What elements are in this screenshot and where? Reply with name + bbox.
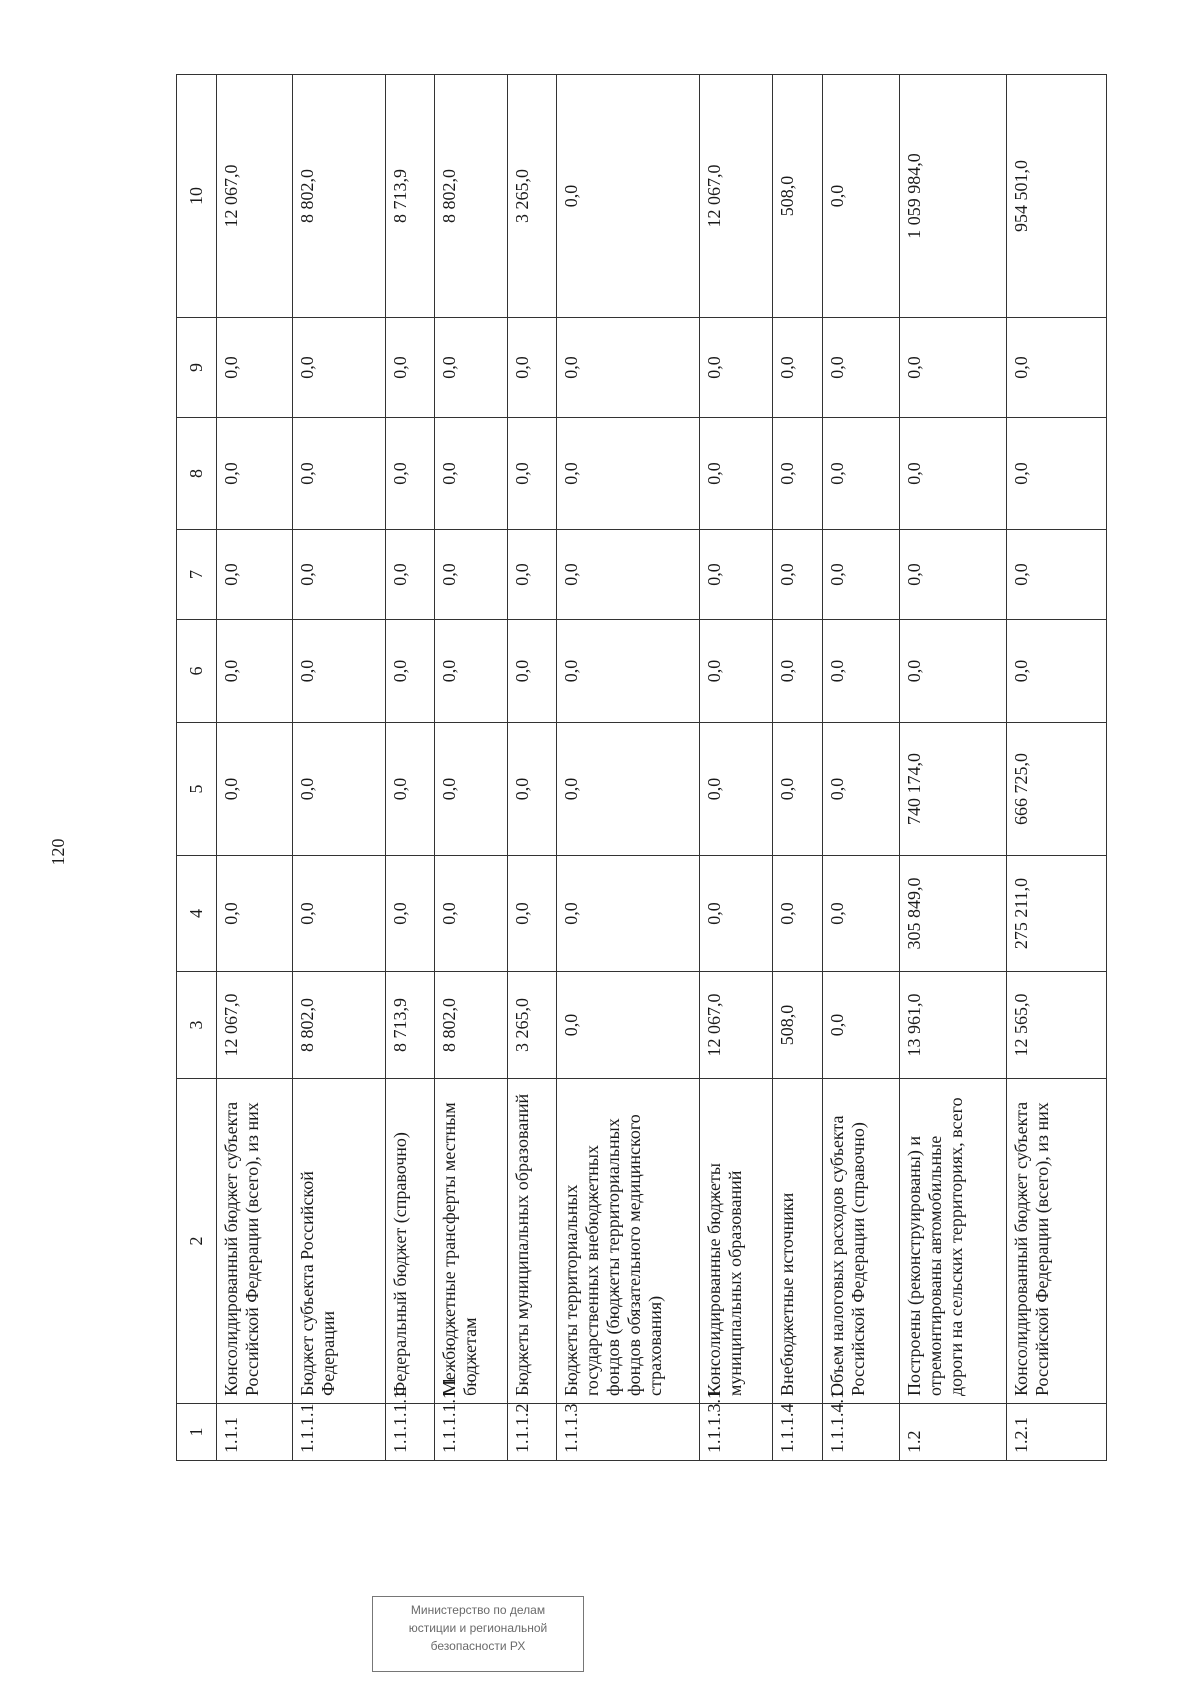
cell-value: 0,0 bbox=[823, 418, 900, 530]
cell-value: 8 802,0 bbox=[435, 972, 508, 1079]
row-code: 1.1.1.4.1 bbox=[823, 1404, 900, 1461]
cell-value: 0,0 bbox=[773, 530, 823, 620]
cell-value: 12 067,0 bbox=[700, 972, 773, 1079]
row-name: Бюджет субъекта Российской Федерации bbox=[293, 1079, 386, 1404]
cell-value: 0,0 bbox=[823, 620, 900, 723]
row-name: Федеральный бюджет (справочно) bbox=[386, 1079, 435, 1404]
cell-value: 0,0 bbox=[823, 856, 900, 972]
cell-value: 0,0 bbox=[700, 620, 773, 723]
cell-value: 0,0 bbox=[557, 75, 700, 318]
cell-value: 0,0 bbox=[823, 318, 900, 418]
cell-value: 13 961,0 bbox=[900, 972, 1007, 1079]
cell-value: 0,0 bbox=[1007, 418, 1107, 530]
cell-value: 0,0 bbox=[773, 318, 823, 418]
table-row bbox=[700, 75, 773, 1461]
row-code: 1.2.1 bbox=[1007, 1404, 1107, 1461]
cell-value: 0,0 bbox=[1007, 530, 1107, 620]
row-name: Бюджеты муниципальных образований bbox=[508, 1079, 557, 1404]
row-name: Внебюджетные источники bbox=[773, 1079, 823, 1404]
cell-value: 0,0 bbox=[900, 418, 1007, 530]
cell-value: 0,0 bbox=[293, 856, 386, 972]
cell-value: 0,0 bbox=[823, 530, 900, 620]
col-header-7: 7 bbox=[177, 530, 217, 620]
row-name: Консолидированные бюджеты муниципальных образований bbox=[700, 1079, 773, 1404]
cell-value: 0,0 bbox=[700, 723, 773, 856]
row-name: Построены (реконструированы) и отремонтированы автомобильные дороги на сельских территориях, всего bbox=[900, 1079, 1007, 1404]
cell-value: 3 265,0 bbox=[508, 75, 557, 318]
cell-value: 12 067,0 bbox=[700, 75, 773, 318]
row-code: 1.1.1.1.1.1 bbox=[435, 1404, 508, 1461]
cell-value: 0,0 bbox=[435, 723, 508, 856]
cell-value: 0,0 bbox=[217, 723, 293, 856]
cell-value: 0,0 bbox=[386, 620, 435, 723]
cell-value: 0,0 bbox=[557, 418, 700, 530]
cell-value: 0,0 bbox=[1007, 620, 1107, 723]
cell-value: 0,0 bbox=[293, 620, 386, 723]
cell-value: 0,0 bbox=[435, 530, 508, 620]
row-name: Консолидированный бюджет субъекта Российской Федерации (всего), из них bbox=[1007, 1079, 1107, 1404]
row-code: 1.1.1.3 bbox=[557, 1404, 700, 1461]
cell-value: 0,0 bbox=[700, 856, 773, 972]
cell-value: 0,0 bbox=[823, 75, 900, 318]
table-row bbox=[508, 75, 557, 1461]
table-row bbox=[217, 75, 293, 1461]
cell-value: 0,0 bbox=[557, 972, 700, 1079]
budget-table-rotated bbox=[176, 75, 1106, 1461]
cell-value: 0,0 bbox=[773, 418, 823, 530]
table-row bbox=[386, 75, 435, 1461]
col-header-10: 10 bbox=[177, 75, 217, 318]
row-code: 1.2 bbox=[900, 1404, 1007, 1461]
cell-value: 0,0 bbox=[557, 856, 700, 972]
cell-value: 0,0 bbox=[823, 723, 900, 856]
cell-value: 0,0 bbox=[700, 318, 773, 418]
cell-value: 0,0 bbox=[293, 418, 386, 530]
cell-value: 0,0 bbox=[217, 856, 293, 972]
cell-value: 0,0 bbox=[557, 620, 700, 723]
cell-value: 0,0 bbox=[773, 620, 823, 723]
row-code: 1.1.1.3.1 bbox=[700, 1404, 773, 1461]
cell-value: 0,0 bbox=[386, 723, 435, 856]
table-row bbox=[823, 75, 900, 1461]
cell-value: 0,0 bbox=[508, 856, 557, 972]
cell-value: 0,0 bbox=[773, 723, 823, 856]
cell-value: 8 802,0 bbox=[293, 75, 386, 318]
cell-value: 0,0 bbox=[217, 318, 293, 418]
row-code: 1.1.1.2 bbox=[508, 1404, 557, 1461]
cell-value: 0,0 bbox=[557, 318, 700, 418]
cell-value: 8 713,9 bbox=[386, 972, 435, 1079]
cell-value: 8 713,9 bbox=[386, 75, 435, 318]
col-header-8: 8 bbox=[177, 418, 217, 530]
cell-value: 8 802,0 bbox=[435, 75, 508, 318]
col-header-2: 2 bbox=[177, 1079, 217, 1404]
cell-value: 0,0 bbox=[773, 856, 823, 972]
cell-value: 0,0 bbox=[386, 418, 435, 530]
table-row bbox=[557, 75, 700, 1461]
cell-value: 8 802,0 bbox=[293, 972, 386, 1079]
cell-value: 0,0 bbox=[435, 318, 508, 418]
cell-value: 0,0 bbox=[293, 723, 386, 856]
cell-value: 0,0 bbox=[900, 530, 1007, 620]
cell-value: 508,0 bbox=[773, 75, 823, 318]
cell-value: 0,0 bbox=[1007, 318, 1107, 418]
cell-value: 12 067,0 bbox=[217, 75, 293, 318]
cell-value: 0,0 bbox=[508, 620, 557, 723]
cell-value: 954 501,0 bbox=[1007, 75, 1107, 318]
row-name: Межбюджетные трансферты местным бюджетам bbox=[435, 1079, 508, 1404]
cell-value: 0,0 bbox=[435, 856, 508, 972]
registration-stamp bbox=[372, 1596, 584, 1672]
header-row bbox=[177, 75, 217, 1461]
cell-value: 0,0 bbox=[508, 530, 557, 620]
cell-value: 0,0 bbox=[217, 418, 293, 530]
page-number: 120 bbox=[48, 838, 68, 866]
row-code: 1.1.1.1 bbox=[293, 1404, 386, 1461]
cell-value: 666 725,0 bbox=[1007, 723, 1107, 856]
table-row bbox=[1007, 75, 1107, 1461]
row-name: Консолидированный бюджет субъекта Российской Федерации (всего), из них bbox=[217, 1079, 293, 1404]
cell-value: 0,0 bbox=[700, 530, 773, 620]
stamp-line: юстиции и региональной bbox=[408, 1621, 548, 1635]
cell-value: 0,0 bbox=[508, 723, 557, 856]
cell-value: 508,0 bbox=[773, 972, 823, 1079]
row-code: 1.1.1.4 bbox=[773, 1404, 823, 1461]
table-row bbox=[435, 75, 508, 1461]
cell-value: 12 067,0 bbox=[217, 972, 293, 1079]
cell-value: 0,0 bbox=[557, 723, 700, 856]
row-code: 1.1.1.1.1 bbox=[386, 1404, 435, 1461]
cell-value: 0,0 bbox=[508, 418, 557, 530]
cell-value: 0,0 bbox=[386, 318, 435, 418]
table-row bbox=[293, 75, 386, 1461]
budget-table bbox=[176, 74, 1107, 1461]
cell-value: 0,0 bbox=[700, 418, 773, 530]
cell-value: 0,0 bbox=[508, 318, 557, 418]
col-header-1: 1 bbox=[177, 1404, 217, 1461]
cell-value: 0,0 bbox=[900, 318, 1007, 418]
col-header-5: 5 bbox=[177, 723, 217, 856]
cell-value: 0,0 bbox=[435, 620, 508, 723]
col-header-3: 3 bbox=[177, 972, 217, 1079]
cell-value: 1 059 984,0 bbox=[900, 75, 1007, 318]
cell-value: 0,0 bbox=[386, 856, 435, 972]
cell-value: 3 265,0 bbox=[508, 972, 557, 1079]
row-name: Бюджеты территориальных государственных внебюджетных фондов (бюджеты территориальных фондов обязательного медицинского страхования) bbox=[557, 1079, 700, 1404]
cell-value: 0,0 bbox=[557, 530, 700, 620]
row-code: 1.1.1 bbox=[217, 1404, 293, 1461]
cell-value: 0,0 bbox=[217, 620, 293, 723]
cell-value: 0,0 bbox=[386, 530, 435, 620]
cell-value: 0,0 bbox=[293, 318, 386, 418]
cell-value: 740 174,0 bbox=[900, 723, 1007, 856]
col-header-6: 6 bbox=[177, 620, 217, 723]
row-name: Объем налоговых расходов субъекта Российской Федерации (справочно) bbox=[823, 1079, 900, 1404]
col-header-9: 9 bbox=[177, 318, 217, 418]
stamp-line: безопасности РХ bbox=[430, 1639, 526, 1653]
col-header-4: 4 bbox=[177, 856, 217, 972]
stamp-line: Министерство по делам bbox=[410, 1603, 546, 1617]
table-row bbox=[900, 75, 1007, 1461]
cell-value: 0,0 bbox=[293, 530, 386, 620]
table-row bbox=[773, 75, 823, 1461]
cell-value: 0,0 bbox=[217, 530, 293, 620]
cell-value: 275 211,0 bbox=[1007, 856, 1107, 972]
cell-value: 0,0 bbox=[823, 972, 900, 1079]
cell-value: 0,0 bbox=[900, 620, 1007, 723]
cell-value: 305 849,0 bbox=[900, 856, 1007, 972]
cell-value: 12 565,0 bbox=[1007, 972, 1107, 1079]
cell-value: 0,0 bbox=[435, 418, 508, 530]
